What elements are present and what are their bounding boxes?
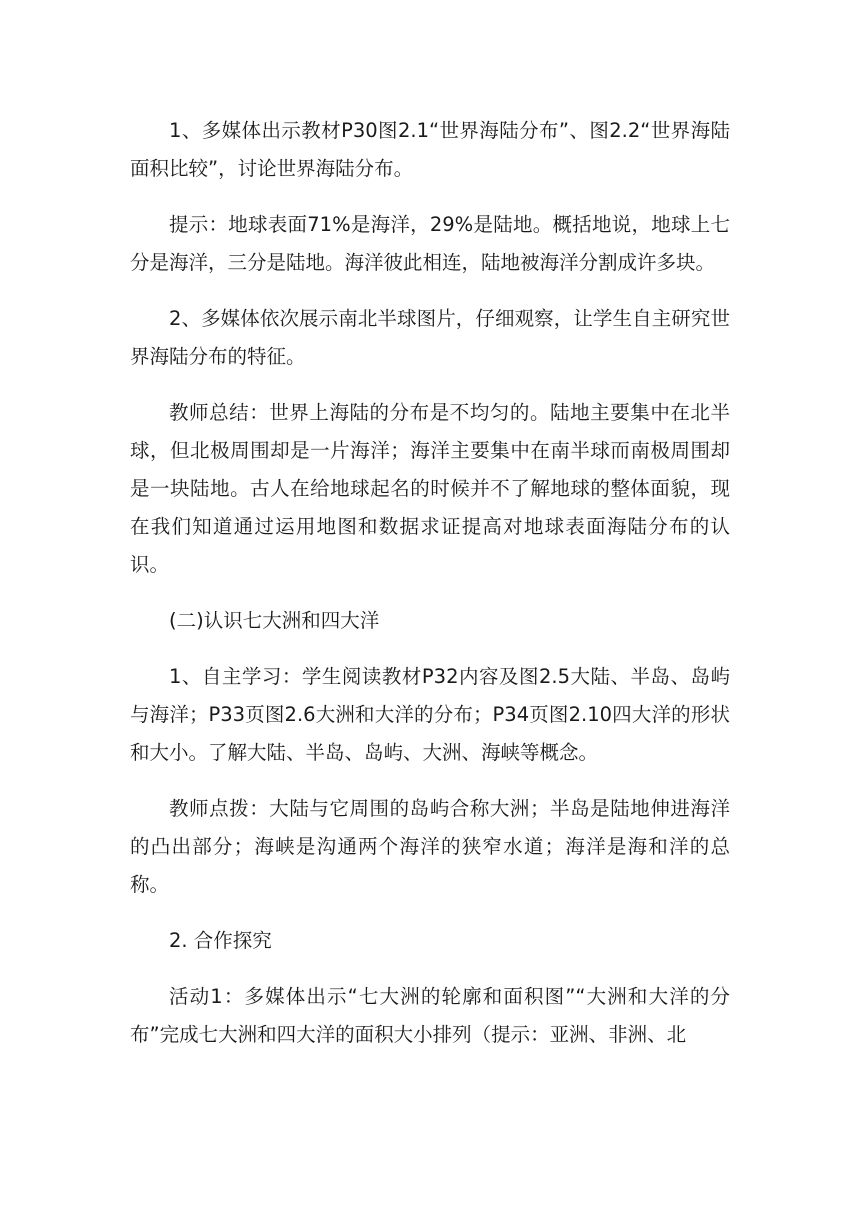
paragraph-3: 2、多媒体依次展示南北半球图片，仔细观察，让学生自主研究世界海陆分布的特征。 [130,307,730,368]
paragraph-6: 教师点拨：大陆与它周围的岛屿合称大洲；半岛是陆地伸进海洋的凸出部分；海峡是沟通两个海洋的狭窄水道；海洋是海和洋的总称。 [130,797,730,896]
paragraph-2: 提示：地球表面71%是海洋，29%是陆地。概括地说，地球上七分是海洋，三分是陆地。海洋彼此相连，陆地被海洋分割成许多块。 [130,213,730,274]
paragraph-5: 1、自主学习：学生阅读教材P32内容及图2.5大陆、半岛、岛屿与海洋；P33页图2.6大洲和大洋的分布；P34页图2.10四大洋的形状和大小。了解大陆、半岛、岛屿、大洲、海峡等概念。 [130,665,730,764]
paragraph-1: 1、多媒体出示教材P30图2.1“世界海陆分布”、图2.2“世界海陆面积比较”，讨论世界海陆分布。 [130,119,730,180]
subsection-heading: 2. 合作探究 [169,929,272,952]
paragraph-7: 活动1：多媒体出示“七大洲的轮廓和面积图”“大洲和大洋的分布”完成七大洲和四大洋的面积大小排列（提示：亚洲、非洲、北 [130,985,730,1046]
paragraph-4: 教师总结：世界上海陆的分布是不均匀的。陆地主要集中在北半球，但北极周围却是一片海洋；海洋主要集中在南半球而南极周围却是一块陆地。古人在给地球起名的时候并不了解地球的整体面貌，现在我们知道通过运用地图和数据求证提高对地球表面海陆分布的认识。 [130,401,730,576]
document-body [130,112,730,1072]
section-heading: (二)认识七大洲和四大洋 [169,609,380,632]
